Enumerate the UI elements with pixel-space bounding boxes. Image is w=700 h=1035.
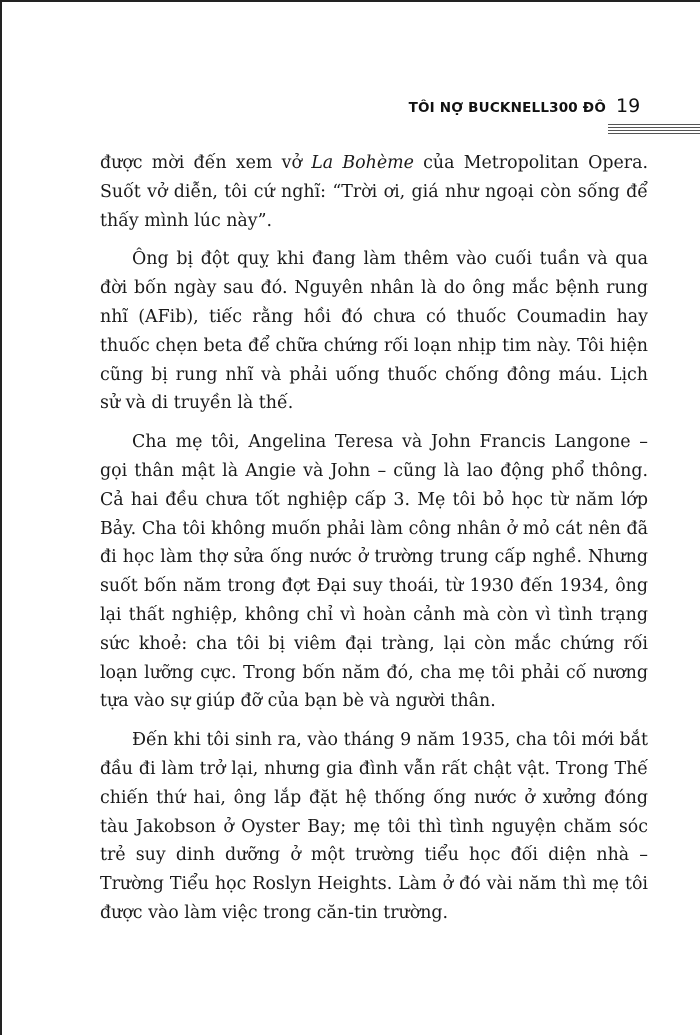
header-rule-lines (608, 124, 700, 136)
header-rule (608, 124, 700, 125)
paragraph-2: Ông bị đột quỵ khi đang làm thêm vào cuối tuần và qua đời bốn ngày sau đó. Nguyên nhân là do ông mắc bệnh rung nhĩ (AFib), tiếc rằng hồi đó chưa có thuốc Coumadin hay thuốc chẹn beta để chữa chứng rối loạn nhịp tim này. Tôi hiện cũng bị rung nhĩ và phải uống thuốc chống đông máu. Lịch sử và di truyền là thế. (100, 249, 648, 414)
body-text (100, 149, 648, 938)
page-edge-top (0, 0, 700, 2)
opera-title: La Bohème (311, 153, 414, 173)
header-rule (608, 127, 700, 128)
paragraph-1-after: của Metropolitan Opera. Suốt vở diễn, tôi cứ nghĩ: “Trời ơi, giá như ngoại còn sống để thấy mình lúc này”. (100, 153, 648, 231)
paragraph-1-before: được mời đến xem vở (100, 153, 312, 173)
header-rule (608, 133, 700, 134)
running-header-title: TÔI NỢ BUCKNELL300 ĐÔ (408, 100, 606, 116)
header-rule (608, 130, 700, 131)
paragraph-1 (100, 149, 648, 235)
paragraph-3: Cha mẹ tôi, Angelina Teresa và John Francis Langone – gọi thân mật là Angie và John – cũng là lao động phổ thông. Cả hai đều chưa tốt nghiệp cấp 3. Mẹ tôi bỏ học từ năm lớp Bảy. Cha tôi không muốn phải làm công nhân ở mỏ cát nên đã đi học làm thợ sửa ống nước ở trường trung cấp nghề. Nhưng suốt bốn năm trong đợt Đại suy thoái, từ 1930 đến 1934, ông lại thất nghiệp, không chỉ vì hoàn cảnh mà còn vì tình trạng sức khoẻ: cha tôi bị viêm đại tràng, lại còn mắc chứng rối loạn lưỡng cực. Trong bốn năm đó, cha mẹ tôi phải cố nương tựa vào sự giúp đỡ của bạn bè và người thân. (100, 432, 648, 712)
page-edge-left (0, 0, 2, 1035)
paragraph-4: Đến khi tôi sinh ra, vào tháng 9 năm 1935, cha tôi mới bắt đầu đi làm trở lại, nhưng gia đình vẫn rất chật vật. Trong Thế chiến thứ hai, ông lắp đặt hệ thống ống nước ở xưởng đóng tàu Jakobson ở Oyster Bay; mẹ tôi thì tình nguyện chăm sóc trẻ suy dinh dưỡng ở một trường tiểu học đối diện nhà – Trường Tiểu học Roslyn Heights. Làm ở đó vài năm thì mẹ tôi được vào làm việc trong căn-tin trường. (100, 730, 648, 923)
page-number: 19 (616, 95, 641, 117)
